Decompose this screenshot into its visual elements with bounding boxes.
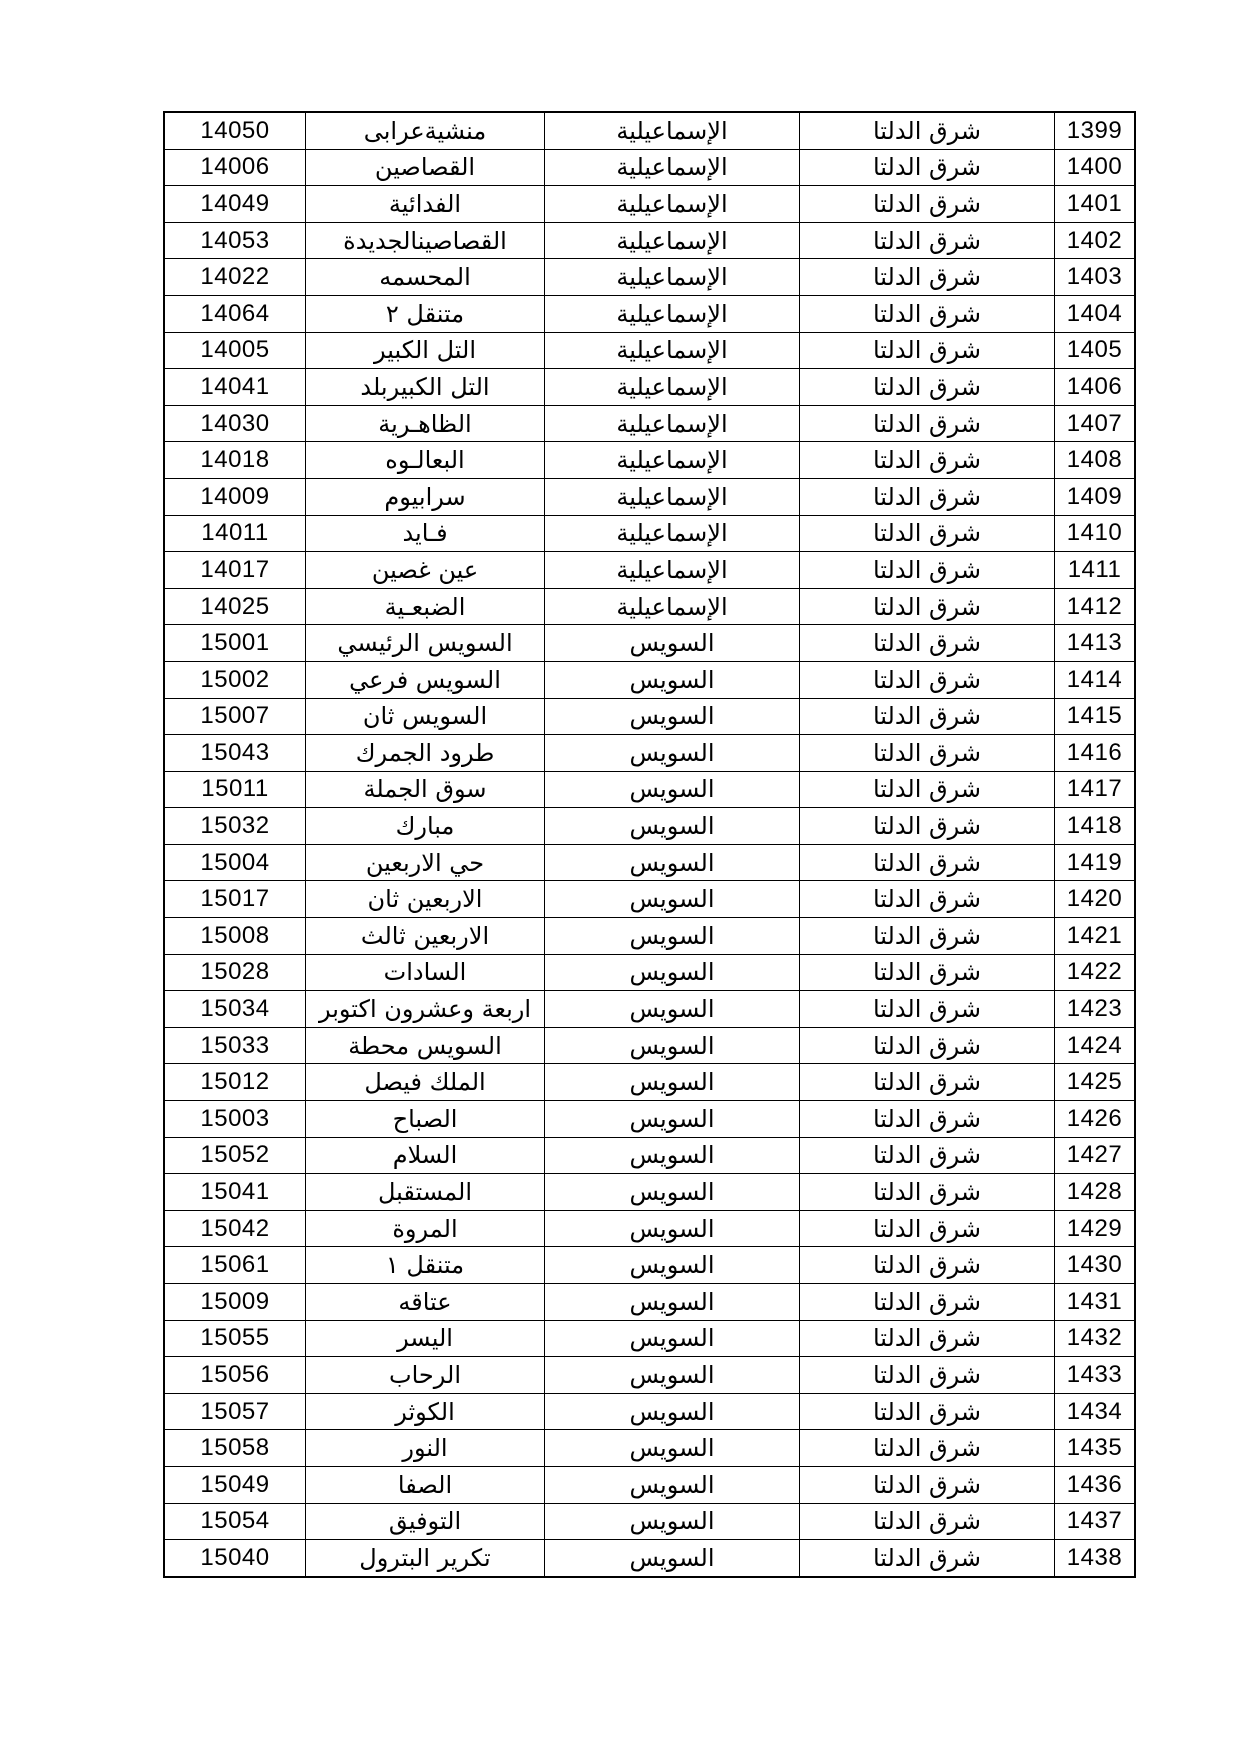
governorate-cell: السويس bbox=[545, 844, 800, 881]
region-cell: شرق الدلتا bbox=[800, 881, 1055, 918]
region-cell: شرق الدلتا bbox=[800, 625, 1055, 662]
table-row bbox=[164, 1503, 1135, 1540]
office-name-cell: التل الكبيربلد bbox=[306, 369, 545, 406]
office-name-cell: اليسر bbox=[306, 1320, 545, 1357]
office-name-cell: سرابيوم bbox=[306, 478, 545, 515]
governorate-cell: السويس bbox=[545, 698, 800, 735]
region-cell: شرق الدلتا bbox=[800, 808, 1055, 845]
postal-code-cell: 15002 bbox=[164, 661, 306, 698]
postal-code-cell: 15007 bbox=[164, 698, 306, 735]
office-name-cell: فـايد bbox=[306, 515, 545, 552]
postal-code-cell: 14050 bbox=[164, 112, 306, 149]
table-row bbox=[164, 1101, 1135, 1138]
governorate-cell: السويس bbox=[545, 1503, 800, 1540]
postal-code-cell: 15003 bbox=[164, 1101, 306, 1138]
postal-code-cell: 14049 bbox=[164, 186, 306, 223]
governorate-cell: الإسماعيلية bbox=[545, 332, 800, 369]
region-cell: شرق الدلتا bbox=[800, 552, 1055, 589]
row-number-cell: 1430 bbox=[1055, 1247, 1136, 1284]
postal-code-cell: 14017 bbox=[164, 552, 306, 589]
governorate-cell: السويس bbox=[545, 661, 800, 698]
region-cell: شرق الدلتا bbox=[800, 1210, 1055, 1247]
row-number-cell: 1403 bbox=[1055, 259, 1136, 296]
row-number-cell: 1436 bbox=[1055, 1466, 1136, 1503]
row-number-cell: 1426 bbox=[1055, 1101, 1136, 1138]
row-number-cell: 1424 bbox=[1055, 1027, 1136, 1064]
table-row bbox=[164, 295, 1135, 332]
postal-code-cell: 15033 bbox=[164, 1027, 306, 1064]
table-row bbox=[164, 1466, 1135, 1503]
row-number-cell: 1438 bbox=[1055, 1540, 1136, 1577]
governorate-cell: السويس bbox=[545, 1064, 800, 1101]
row-number-cell: 1433 bbox=[1055, 1357, 1136, 1394]
table-row bbox=[164, 112, 1135, 149]
table-row bbox=[164, 1137, 1135, 1174]
row-number-cell: 1407 bbox=[1055, 405, 1136, 442]
region-cell: شرق الدلتا bbox=[800, 149, 1055, 186]
governorate-cell: السويس bbox=[545, 771, 800, 808]
row-number-cell: 1429 bbox=[1055, 1210, 1136, 1247]
governorate-cell: الإسماعيلية bbox=[545, 588, 800, 625]
office-name-cell: تكرير البترول bbox=[306, 1540, 545, 1577]
row-number-cell: 1422 bbox=[1055, 954, 1136, 991]
postal-code-cell: 15061 bbox=[164, 1247, 306, 1284]
region-cell: شرق الدلتا bbox=[800, 1393, 1055, 1430]
governorate-cell: الإسماعيلية bbox=[545, 442, 800, 479]
table-row bbox=[164, 1540, 1135, 1577]
postal-code-cell: 14006 bbox=[164, 149, 306, 186]
region-cell: شرق الدلتا bbox=[800, 405, 1055, 442]
postal-code-cell: 15043 bbox=[164, 735, 306, 772]
region-cell: شرق الدلتا bbox=[800, 735, 1055, 772]
governorate-cell: السويس bbox=[545, 1393, 800, 1430]
row-number-cell: 1413 bbox=[1055, 625, 1136, 662]
region-cell: شرق الدلتا bbox=[800, 369, 1055, 406]
table-row bbox=[164, 588, 1135, 625]
office-name-cell: الصباح bbox=[306, 1101, 545, 1138]
office-name-cell: التوفيق bbox=[306, 1503, 545, 1540]
table-row bbox=[164, 844, 1135, 881]
office-name-cell: المحسمه bbox=[306, 259, 545, 296]
postal-code-cell: 15032 bbox=[164, 808, 306, 845]
office-name-cell: عين غصين bbox=[306, 552, 545, 589]
table-row bbox=[164, 735, 1135, 772]
office-name-cell: السويس الرئيسي bbox=[306, 625, 545, 662]
table-row bbox=[164, 186, 1135, 223]
region-cell: شرق الدلتا bbox=[800, 1503, 1055, 1540]
row-number-cell: 1401 bbox=[1055, 186, 1136, 223]
row-number-cell: 1421 bbox=[1055, 918, 1136, 955]
table-row bbox=[164, 1210, 1135, 1247]
table-row bbox=[164, 1357, 1135, 1394]
office-name-cell: النور bbox=[306, 1430, 545, 1467]
governorate-cell: السويس bbox=[545, 1320, 800, 1357]
row-number-cell: 1402 bbox=[1055, 222, 1136, 259]
region-cell: شرق الدلتا bbox=[800, 332, 1055, 369]
office-name-cell: السويس محطة bbox=[306, 1027, 545, 1064]
post-offices-table bbox=[163, 111, 1136, 1578]
table-row bbox=[164, 918, 1135, 955]
table-row bbox=[164, 954, 1135, 991]
office-name-cell: القصاصينالجديدة bbox=[306, 222, 545, 259]
row-number-cell: 1399 bbox=[1055, 112, 1136, 149]
region-cell: شرق الدلتا bbox=[800, 1137, 1055, 1174]
office-name-cell: السويس ثان bbox=[306, 698, 545, 735]
row-number-cell: 1405 bbox=[1055, 332, 1136, 369]
office-name-cell: الاربعين ثالث bbox=[306, 918, 545, 955]
governorate-cell: الإسماعيلية bbox=[545, 295, 800, 332]
row-number-cell: 1416 bbox=[1055, 735, 1136, 772]
postal-code-cell: 14005 bbox=[164, 332, 306, 369]
region-cell: شرق الدلتا bbox=[800, 1247, 1055, 1284]
governorate-cell: السويس bbox=[545, 1137, 800, 1174]
office-name-cell: الملك فيصل bbox=[306, 1064, 545, 1101]
office-name-cell: حي الاربعين bbox=[306, 844, 545, 881]
governorate-cell: السويس bbox=[545, 1357, 800, 1394]
governorate-cell: الإسماعيلية bbox=[545, 552, 800, 589]
postal-code-cell: 14030 bbox=[164, 405, 306, 442]
table-row bbox=[164, 405, 1135, 442]
office-name-cell: منشيةعرابى bbox=[306, 112, 545, 149]
row-number-cell: 1415 bbox=[1055, 698, 1136, 735]
postal-code-cell: 14064 bbox=[164, 295, 306, 332]
row-number-cell: 1400 bbox=[1055, 149, 1136, 186]
office-name-cell: الاربعين ثان bbox=[306, 881, 545, 918]
governorate-cell: الإسماعيلية bbox=[545, 405, 800, 442]
governorate-cell: السويس bbox=[545, 1247, 800, 1284]
row-number-cell: 1419 bbox=[1055, 844, 1136, 881]
region-cell: شرق الدلتا bbox=[800, 1284, 1055, 1321]
row-number-cell: 1410 bbox=[1055, 515, 1136, 552]
postal-code-cell: 14022 bbox=[164, 259, 306, 296]
region-cell: شرق الدلتا bbox=[800, 588, 1055, 625]
region-cell: شرق الدلتا bbox=[800, 661, 1055, 698]
postal-code-cell: 15041 bbox=[164, 1174, 306, 1211]
governorate-cell: السويس bbox=[545, 881, 800, 918]
postal-code-cell: 15056 bbox=[164, 1357, 306, 1394]
table-row bbox=[164, 991, 1135, 1028]
governorate-cell: السويس bbox=[545, 1210, 800, 1247]
postal-code-cell: 14009 bbox=[164, 478, 306, 515]
postal-code-cell: 14011 bbox=[164, 515, 306, 552]
table-row bbox=[164, 369, 1135, 406]
office-name-cell: مبارك bbox=[306, 808, 545, 845]
postal-code-cell: 15058 bbox=[164, 1430, 306, 1467]
governorate-cell: السويس bbox=[545, 1284, 800, 1321]
governorate-cell: السويس bbox=[545, 954, 800, 991]
table-row bbox=[164, 1247, 1135, 1284]
region-cell: شرق الدلتا bbox=[800, 991, 1055, 1028]
region-cell: شرق الدلتا bbox=[800, 771, 1055, 808]
governorate-cell: السويس bbox=[545, 991, 800, 1028]
region-cell: شرق الدلتا bbox=[800, 186, 1055, 223]
row-number-cell: 1418 bbox=[1055, 808, 1136, 845]
region-cell: شرق الدلتا bbox=[800, 918, 1055, 955]
table-row bbox=[164, 1027, 1135, 1064]
governorate-cell: السويس bbox=[545, 1466, 800, 1503]
row-number-cell: 1432 bbox=[1055, 1320, 1136, 1357]
region-cell: شرق الدلتا bbox=[800, 478, 1055, 515]
postal-code-cell: 15004 bbox=[164, 844, 306, 881]
governorate-cell: الإسماعيلية bbox=[545, 259, 800, 296]
governorate-cell: السويس bbox=[545, 735, 800, 772]
governorate-cell: الإسماعيلية bbox=[545, 222, 800, 259]
office-name-cell: السلام bbox=[306, 1137, 545, 1174]
row-number-cell: 1428 bbox=[1055, 1174, 1136, 1211]
office-name-cell: المروة bbox=[306, 1210, 545, 1247]
table-row bbox=[164, 1430, 1135, 1467]
governorate-cell: الإسماعيلية bbox=[545, 186, 800, 223]
postal-code-cell: 14041 bbox=[164, 369, 306, 406]
governorate-cell: السويس bbox=[545, 1430, 800, 1467]
governorate-cell: الإسماعيلية bbox=[545, 369, 800, 406]
region-cell: شرق الدلتا bbox=[800, 1430, 1055, 1467]
table-row bbox=[164, 1393, 1135, 1430]
row-number-cell: 1437 bbox=[1055, 1503, 1136, 1540]
table-row bbox=[164, 149, 1135, 186]
governorate-cell: السويس bbox=[545, 625, 800, 662]
office-name-cell: الضبعـية bbox=[306, 588, 545, 625]
postal-code-cell: 15052 bbox=[164, 1137, 306, 1174]
office-name-cell: التل الكبير bbox=[306, 332, 545, 369]
row-number-cell: 1406 bbox=[1055, 369, 1136, 406]
governorate-cell: السويس bbox=[545, 1101, 800, 1138]
office-name-cell: الرحاب bbox=[306, 1357, 545, 1394]
region-cell: شرق الدلتا bbox=[800, 1320, 1055, 1357]
governorate-cell: السويس bbox=[545, 808, 800, 845]
governorate-cell: السويس bbox=[545, 1540, 800, 1577]
postal-code-cell: 15017 bbox=[164, 881, 306, 918]
postal-code-cell: 15042 bbox=[164, 1210, 306, 1247]
office-name-cell: متنقل ٢ bbox=[306, 295, 545, 332]
postal-code-cell: 14018 bbox=[164, 442, 306, 479]
office-name-cell: البعالـوه bbox=[306, 442, 545, 479]
region-cell: شرق الدلتا bbox=[800, 1466, 1055, 1503]
table-row bbox=[164, 442, 1135, 479]
table-row bbox=[164, 771, 1135, 808]
region-cell: شرق الدلتا bbox=[800, 1174, 1055, 1211]
office-name-cell: متنقل ١ bbox=[306, 1247, 545, 1284]
governorate-cell: الإسماعيلية bbox=[545, 478, 800, 515]
region-cell: شرق الدلتا bbox=[800, 1101, 1055, 1138]
postal-code-cell: 15011 bbox=[164, 771, 306, 808]
table-row bbox=[164, 698, 1135, 735]
postal-code-cell: 15008 bbox=[164, 918, 306, 955]
table-row bbox=[164, 661, 1135, 698]
governorate-cell: الإسماعيلية bbox=[545, 112, 800, 149]
table-row bbox=[164, 881, 1135, 918]
table-row bbox=[164, 1174, 1135, 1211]
postal-code-cell: 15012 bbox=[164, 1064, 306, 1101]
row-number-cell: 1408 bbox=[1055, 442, 1136, 479]
postal-code-cell: 15009 bbox=[164, 1284, 306, 1321]
postal-code-cell: 15057 bbox=[164, 1393, 306, 1430]
row-number-cell: 1404 bbox=[1055, 295, 1136, 332]
table-row bbox=[164, 515, 1135, 552]
postal-code-cell: 15049 bbox=[164, 1466, 306, 1503]
row-number-cell: 1414 bbox=[1055, 661, 1136, 698]
region-cell: شرق الدلتا bbox=[800, 112, 1055, 149]
row-number-cell: 1420 bbox=[1055, 881, 1136, 918]
postal-code-cell: 15001 bbox=[164, 625, 306, 662]
table-row bbox=[164, 1284, 1135, 1321]
row-number-cell: 1409 bbox=[1055, 478, 1136, 515]
region-cell: شرق الدلتا bbox=[800, 295, 1055, 332]
table-row bbox=[164, 222, 1135, 259]
postal-code-cell: 15054 bbox=[164, 1503, 306, 1540]
table-row bbox=[164, 332, 1135, 369]
region-cell: شرق الدلتا bbox=[800, 954, 1055, 991]
governorate-cell: الإسماعيلية bbox=[545, 149, 800, 186]
row-number-cell: 1412 bbox=[1055, 588, 1136, 625]
region-cell: شرق الدلتا bbox=[800, 259, 1055, 296]
row-number-cell: 1434 bbox=[1055, 1393, 1136, 1430]
region-cell: شرق الدلتا bbox=[800, 222, 1055, 259]
postal-code-cell: 15040 bbox=[164, 1540, 306, 1577]
office-name-cell: عتاقه bbox=[306, 1284, 545, 1321]
region-cell: شرق الدلتا bbox=[800, 1357, 1055, 1394]
governorate-cell: السويس bbox=[545, 1174, 800, 1211]
office-name-cell: سوق الجملة bbox=[306, 771, 545, 808]
postal-code-cell: 15055 bbox=[164, 1320, 306, 1357]
table-row bbox=[164, 259, 1135, 296]
table-body bbox=[164, 112, 1135, 1577]
row-number-cell: 1425 bbox=[1055, 1064, 1136, 1101]
row-number-cell: 1427 bbox=[1055, 1137, 1136, 1174]
office-name-cell: طرود الجمرك bbox=[306, 735, 545, 772]
table-row bbox=[164, 625, 1135, 662]
office-name-cell: السادات bbox=[306, 954, 545, 991]
office-name-cell: اربعة وعشرون اكتوبر bbox=[306, 991, 545, 1028]
table-row bbox=[164, 1320, 1135, 1357]
postal-code-cell: 15028 bbox=[164, 954, 306, 991]
region-cell: شرق الدلتا bbox=[800, 515, 1055, 552]
governorate-cell: السويس bbox=[545, 1027, 800, 1064]
postal-code-cell: 14053 bbox=[164, 222, 306, 259]
row-number-cell: 1435 bbox=[1055, 1430, 1136, 1467]
row-number-cell: 1417 bbox=[1055, 771, 1136, 808]
table-row bbox=[164, 552, 1135, 589]
postal-code-cell: 15034 bbox=[164, 991, 306, 1028]
governorate-cell: السويس bbox=[545, 918, 800, 955]
office-name-cell: الكوثر bbox=[306, 1393, 545, 1430]
table-row bbox=[164, 478, 1135, 515]
row-number-cell: 1423 bbox=[1055, 991, 1136, 1028]
region-cell: شرق الدلتا bbox=[800, 1027, 1055, 1064]
office-name-cell: الظاهـرية bbox=[306, 405, 545, 442]
governorate-cell: الإسماعيلية bbox=[545, 515, 800, 552]
region-cell: شرق الدلتا bbox=[800, 1064, 1055, 1101]
table-row bbox=[164, 1064, 1135, 1101]
office-name-cell: الصفا bbox=[306, 1466, 545, 1503]
office-name-cell: القصاصين bbox=[306, 149, 545, 186]
office-name-cell: الفدائية bbox=[306, 186, 545, 223]
office-name-cell: المستقبل bbox=[306, 1174, 545, 1211]
table-row bbox=[164, 808, 1135, 845]
region-cell: شرق الدلتا bbox=[800, 698, 1055, 735]
row-number-cell: 1431 bbox=[1055, 1284, 1136, 1321]
row-number-cell: 1411 bbox=[1055, 552, 1136, 589]
region-cell: شرق الدلتا bbox=[800, 844, 1055, 881]
postal-code-cell: 14025 bbox=[164, 588, 306, 625]
office-name-cell: السويس فرعي bbox=[306, 661, 545, 698]
region-cell: شرق الدلتا bbox=[800, 1540, 1055, 1577]
region-cell: شرق الدلتا bbox=[800, 442, 1055, 479]
